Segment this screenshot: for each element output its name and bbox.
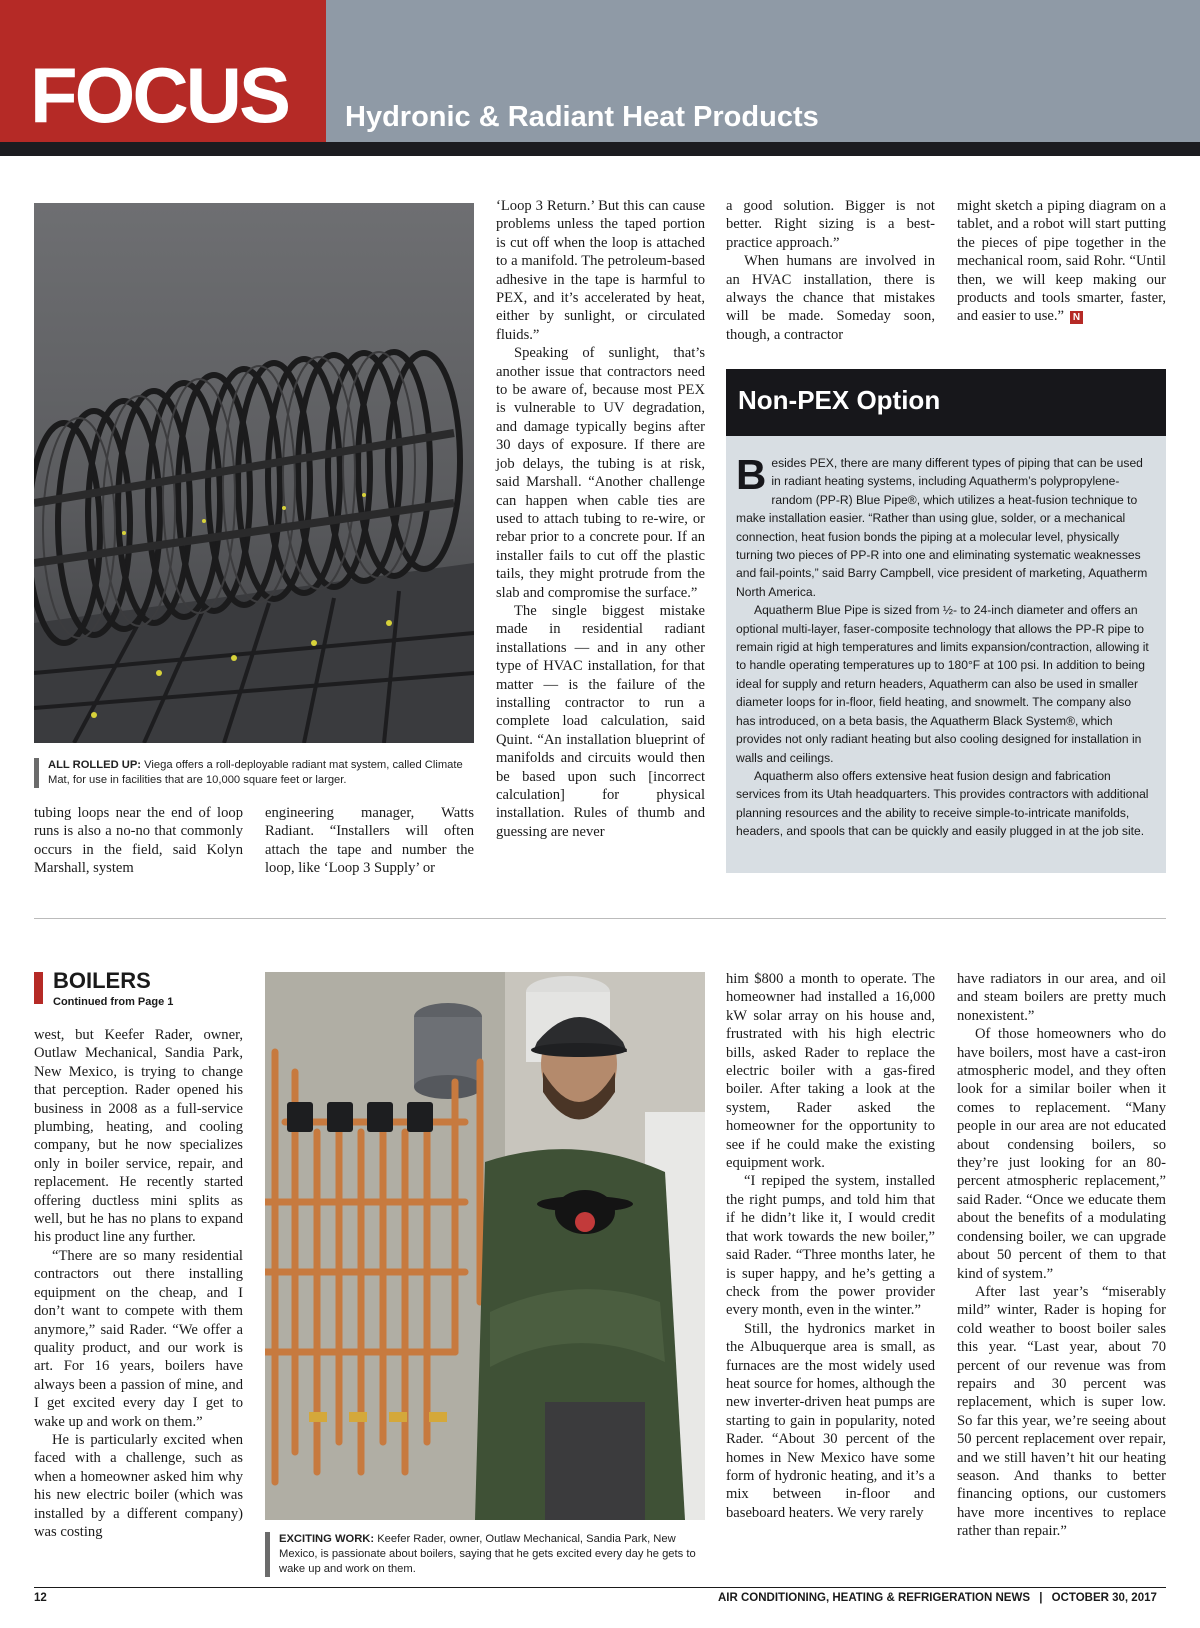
issue-date: OCTOBER 30, 2017 xyxy=(1051,1592,1157,1604)
footer-publication xyxy=(718,1592,1157,1604)
header-rule xyxy=(0,142,1200,156)
boilers-title: BOILERS xyxy=(53,968,151,993)
photo1-caption-text: Viega offers a roll-deployable radiant mat system, called Climate Mat, for use in facilities that are 10,000 square feet or larger. xyxy=(48,759,463,786)
article-column-1 xyxy=(34,804,243,878)
article-paragraph: Still, the hydronics market in the Albuquerque area is small, as furnaces are the most widely used heat source for homes, although the new inverter-driven heat pumps are starting to gain in popularity, noted Rader. “About 30 percent of the homes in New Mexico have some form of hydronic heating, and it’s a mix between in-floor and baseboard heaters. We very rarely xyxy=(726,1320,935,1521)
article-paragraph: tubing loops near the end of loop runs is also a no-no that commonly occurs in the field, said Kolyn Marshall, system xyxy=(34,805,243,877)
boilers-accent-bar xyxy=(34,972,43,1004)
article-column-3 xyxy=(496,197,705,841)
photo2-caption-text: Keefer Rader, owner, Outlaw Mechanical, Sandia Park, New Mexico, is passionate about boilers, saying that he gets excited every day he gets to wake up and work on them. xyxy=(279,1533,696,1575)
article-column-5 xyxy=(957,197,1166,326)
article-paragraph: The single biggest mistake made in residential radiant installations — and in any other type of HVAC installation, for that matter — is the failure of the installing contractor to run a complete load calculation, said Quint. “An installation blueprint of manifolds and circuits would then be based upon such [incorrect calculation] for physical installation. Rules of thumb and guessing are never xyxy=(496,602,705,840)
article-paragraph: ‘Loop 3 Return.’ But this can cause problems unless the taped portion is cut off when the loop is attached to a manifold. The petroleum-based adhesive in the tape is harmful to PEX, and it’s accelerated by heat, either by sunlight, or circulated fluids.” xyxy=(496,198,705,343)
sidebar-paragraph: Aquatherm also offers extensive heat fusion design and fabrication services from its Utah headquarters. This provides contractors with additional planning resources and the ability to receive simple-to-intricate manifolds, headers, and spools that can be quickly and easily plugged in at the job site. xyxy=(736,768,1149,839)
footer-rule xyxy=(34,1587,1166,1588)
article-paragraph: Of those homeowners who do have boilers, most have a cast-iron atmospheric model, and they often look for a similar boiler when it comes to replacement. “Many people in our area are not educated about condensing boilers, so they’re just looking for an 80-percent atmospheric replacement,” said Rader. “Once we educate them about the benefits of a modulating condensing boiler, we can upgrade about 50 percent of them to that kind of system.” xyxy=(957,1026,1166,1282)
article-paragraph-text: might sketch a piping diagram on a tablet, and a robot will start putting the pieces of pipe together in the mechanical room, said Rohr. “Until then, we will keep making our products and tools smarter, faster, and easier to use.” xyxy=(957,198,1166,325)
article-paragraph: engineering manager, Watts Radiant. “Installers will often attach the tape and number the loop, like ‘Loop 3 Supply’ or xyxy=(265,805,474,877)
boilers-column-1 xyxy=(34,1026,243,1541)
sidebar-paragraph-text: esides PEX, there are many different types of piping that can be used in radiant heating systems, including Aquatherm’s polypropylene-random (PP-R) Blue Pipe®, which utilizes a heat-fusion technique to make installation easier. “Rather than using glue, solder, or a mechanical connection, heat fusion bonds the piping at a molecular level, physically turning two pieces of PP-R into one and eliminating systematic weaknesses and fail-points,” said Barry Campbell, vice president of marketing, Aquatherm North America. xyxy=(736,456,1148,599)
article-paragraph: have radiators in our area, and oil and steam boilers are pretty much nonexistent.” xyxy=(957,971,1166,1024)
page-number: 12 xyxy=(34,1592,47,1604)
section-subtitle: Hydronic & Radiant Heat Products xyxy=(345,101,819,133)
footer-separator: | xyxy=(1039,1592,1043,1604)
sidebar-title: Non-PEX Option xyxy=(738,385,941,415)
article-paragraph: west, but Keefer Rader, owner, Outlaw Mechanical, Sandia Park, New Mexico, is trying to change that perception. Rader opened his business in 2008 as a full-service plumbing, heating, and cooling company, but he now specializes only in boiler service, repair, and replacement. He recently started offering ductless mini splits as well, but he has no plans to expand his product line any further. xyxy=(34,1027,243,1246)
article-paragraph: “There are so many residential contractors out there installing equipment on the cheap, and I don’t want to compete with them anymore,” said Rader. “We offer a quality product, and our work is art. For 16 years, boilers have always been a passion of mine, and I get excited every day I get to wake up and work on them.” xyxy=(34,1247,243,1430)
boilers-column-2 xyxy=(726,970,935,1522)
article-column-4 xyxy=(726,197,935,344)
article-paragraph: Speaking of sunlight, that’s another issue that contractors need to be aware of, because most PEX is vulnerable to UV degradation, and damage typically begins after 30 days of exposure. If there are job delays, the tubing is at risk, said Marshall. “Another challenge can happen when cable ties are used to attach tubing to re-wire, or rebar prior to a concrete pour. If an installer fails to cut off the plastic tails, they might protrude from the slab and compromise the surface.” xyxy=(496,345,705,601)
article-paragraph xyxy=(957,197,1166,326)
sidebar-body xyxy=(726,436,1166,873)
photo1-caption-lead: ALL ROLLED UP: xyxy=(48,759,142,771)
sidebar-paragraph xyxy=(736,451,1152,601)
photo2-caption xyxy=(265,1532,705,1577)
section-title: FOCUS xyxy=(30,51,288,139)
sidebar-paragraph: Aquatherm Blue Pipe is sized from ½- to 24-inch diameter and offers an optional multi-layer, faser-composite technology that allows the PP-R pipe to remain rigid at high temperatures and limits expansion/contraction, allowing it to handle operating temperatures up to 180°F at 100 psi. In addition to being ideal for supply and return headers, Aquatherm can also be used in smaller diameter loops for in-floor, field heating, and snowmelt. The company also has introduced, on a beta basis, the Aquatherm Black System®, which provides not only radiant heating but also cooling designed for installation in walls and ceilings. xyxy=(736,603,1149,765)
article-paragraph: When humans are involved in an HVAC installation, there is always the chance that mistakes will be made. Someday soon, though, a contractor xyxy=(726,253,935,343)
article-paragraph: He is particularly excited when faced with a challenge, such as when a homeowner asked him why his new electric boiler (which was installed by a different company) was costing xyxy=(34,1431,243,1540)
article-paragraph: him $800 a month to operate. The homeowner had installed a 16,000 kW solar array on his house and, frustrated with his high electric bills, asked Rader to replace the electric boiler with a gas-fired boiler. After taking a look at the system, Rader asked the homeowner for the opportunity to see if he could make the existing equipment work. xyxy=(726,971,935,1172)
end-mark-icon: N xyxy=(1070,311,1083,324)
photo2-caption-lead: EXCITING WORK: xyxy=(279,1533,375,1545)
section-divider xyxy=(34,918,1166,919)
article-paragraph: a good solution. Bigger is not better. Right sizing is a best-practice approach.” xyxy=(726,198,935,251)
boilers-column-3 xyxy=(957,970,1166,1541)
photo-radiant-mat xyxy=(34,203,474,743)
publication-name: AIR CONDITIONING, HEATING & REFRIGERATION NEWS xyxy=(718,1592,1030,1604)
photo-technician xyxy=(265,972,705,1520)
article-column-2 xyxy=(265,804,474,878)
article-paragraph: “I repiped the system, installed the right pumps, and told him that if he didn’t like it, I would credit that work towards the new boiler,” said Rader. “Three months later, he is super happy, and he’s getting a check from the power provider every month, even in the winter.” xyxy=(726,1173,935,1319)
sidebar-dropcap: B xyxy=(736,451,767,498)
boilers-continued-label: Continued from Page 1 xyxy=(53,996,174,1008)
article-paragraph: After last year’s “miserably mild” winter, Rader is hoping for cold weather to boost boiler sales this year. “Last year, about 70 percent of our revenue was from repairs and 30 percent was replacement, which is super low. So far this year, we’re seeing about 50 percent replacement over repair, and we still haven’t hit our heating season. And thanks to better financing options, our customers have more incentives to replace rather than repair.” xyxy=(957,1283,1166,1540)
photo1-caption xyxy=(34,758,474,788)
